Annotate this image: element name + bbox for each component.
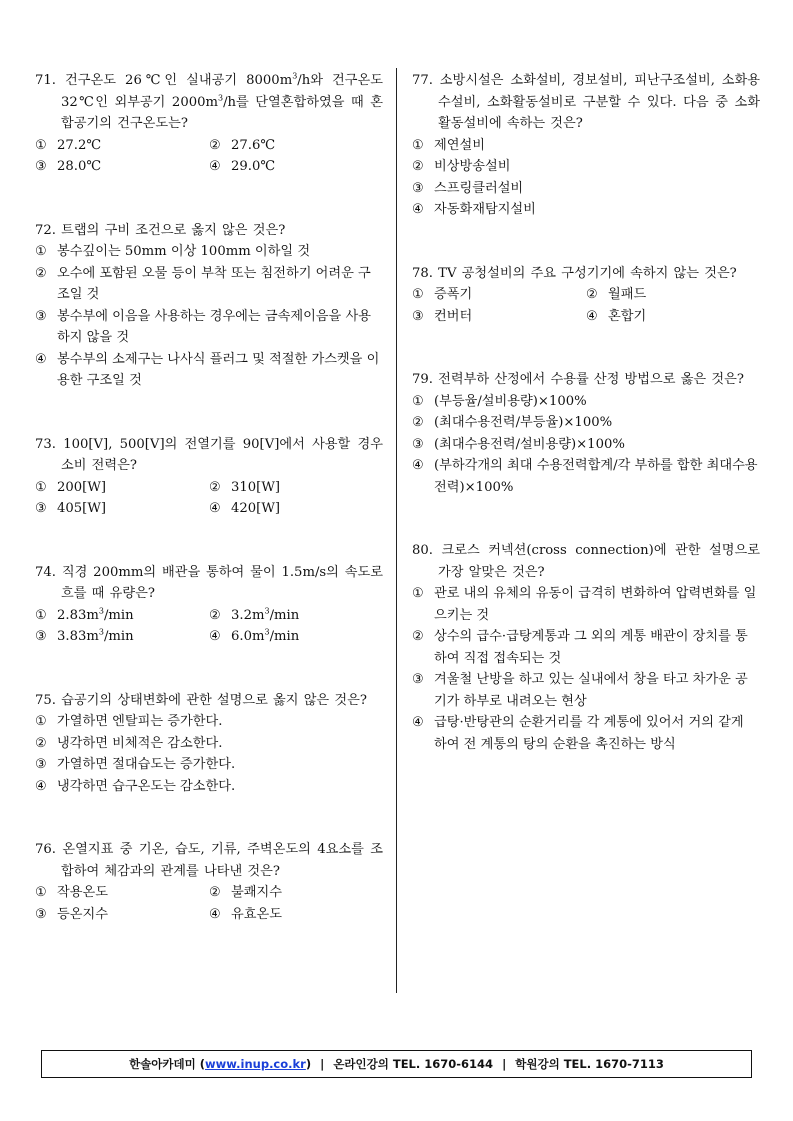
question-text: 78. TV 공청설비의 주요 구성기기에 속하지 않는 것은? bbox=[412, 265, 737, 281]
option-text: 관로 내의 유체의 유동이 급격히 변화하여 압력변화를 일으키는 것 bbox=[434, 586, 757, 623]
option-text: 27.2℃ bbox=[57, 137, 102, 153]
answer-option[interactable] bbox=[35, 626, 209, 648]
option-text: 봉수깊이는 50mm 이상 100mm 이하일 것 bbox=[57, 244, 311, 259]
option-text: 자동화재탐지설비 bbox=[434, 202, 536, 217]
option-text: (부하각개의 최대 수용전력합계/각 부하를 합한 최대수용전력)×100% bbox=[434, 458, 758, 495]
footer-website-link[interactable]: www.inup.co.kr bbox=[205, 1057, 306, 1071]
option-text: 냉각하면 비체적은 감소한다. bbox=[57, 735, 223, 751]
option-text: 월패드 bbox=[608, 287, 647, 302]
option-number: ③ bbox=[35, 501, 47, 516]
option-number: ④ bbox=[412, 202, 424, 217]
option-row bbox=[35, 904, 383, 926]
answer-option[interactable] bbox=[412, 412, 760, 434]
option-number: ① bbox=[412, 393, 424, 409]
answer-option[interactable] bbox=[209, 626, 383, 648]
question-item bbox=[412, 263, 760, 328]
option-number: ③ bbox=[412, 308, 424, 324]
option-text: (최대수용전력/설비용량)×100% bbox=[434, 436, 625, 452]
answer-option[interactable] bbox=[209, 135, 383, 157]
question-item bbox=[35, 220, 383, 392]
question-text: 74. 직경 200mm의 배관을 통하여 물이 1.5m/s의 속도로 흐를 때 유량은? bbox=[35, 564, 383, 601]
option-number: ② bbox=[35, 735, 47, 751]
option-number: ④ bbox=[209, 906, 221, 922]
option-text: 가열하면 절대습도는 증가한다. bbox=[57, 757, 236, 772]
answer-option[interactable] bbox=[412, 306, 586, 328]
answer-option[interactable] bbox=[35, 754, 383, 776]
footer-separator: | bbox=[502, 1057, 507, 1071]
option-text: 봉수부에 이음을 사용하는 경우에는 금속제이음을 사용하지 않을 것 bbox=[57, 308, 371, 345]
option-number: ② bbox=[209, 137, 221, 153]
answer-option[interactable] bbox=[209, 904, 383, 926]
option-number: ① bbox=[35, 607, 47, 623]
option-number: ① bbox=[35, 244, 47, 259]
option-number: ④ bbox=[209, 159, 221, 174]
answer-option[interactable] bbox=[412, 712, 760, 755]
option-text: 오수에 포함된 오물 등이 부착 또는 침전하기 어려운 구조일 것 bbox=[57, 265, 371, 302]
question-gap bbox=[412, 498, 760, 540]
footer-academy-name: 한솔아카데미 ( bbox=[129, 1057, 206, 1071]
option-number: ② bbox=[586, 287, 598, 302]
option-text: 405[W] bbox=[57, 501, 107, 516]
answer-option[interactable] bbox=[412, 391, 760, 413]
option-text: 27.6℃ bbox=[231, 137, 276, 153]
option-row bbox=[35, 156, 383, 178]
option-row bbox=[35, 498, 383, 520]
option-number: ③ bbox=[35, 308, 47, 324]
option-number: ④ bbox=[209, 629, 221, 644]
question-item bbox=[35, 562, 383, 648]
option-number: ① bbox=[35, 137, 47, 153]
option-number: ④ bbox=[209, 501, 221, 516]
option-number: ④ bbox=[586, 308, 598, 324]
option-number: ③ bbox=[412, 672, 424, 687]
option-text: 작용온도 bbox=[57, 885, 108, 900]
option-number: ① bbox=[412, 586, 424, 601]
answer-option[interactable] bbox=[209, 605, 383, 627]
option-number: ① bbox=[35, 714, 47, 729]
option-text: 불쾌지수 bbox=[231, 885, 282, 900]
answer-option[interactable] bbox=[35, 156, 209, 178]
answer-option[interactable] bbox=[35, 882, 209, 904]
question-text: 71. 건구온도 26℃인 실내공기 $8000m^3/h$와 건구온도 32℃인 외부공기 $2000m^3/h$를 단열혼합하였을 때 혼합공기의 건구온도는? bbox=[35, 71, 383, 131]
option-text: 급탕·반탕관의 순환거리를 각 계통에 있어서 거의 같게 하여 전 계통의 탕의 순환을 촉진하는 방식 bbox=[434, 715, 744, 752]
page-footer bbox=[41, 1050, 752, 1078]
answer-option[interactable] bbox=[35, 477, 209, 499]
question-item bbox=[35, 70, 383, 178]
option-row bbox=[412, 306, 760, 328]
option-text: 310[W] bbox=[231, 479, 281, 495]
question-gap bbox=[412, 327, 760, 369]
option-number: ② bbox=[412, 415, 424, 430]
answer-option[interactable] bbox=[412, 583, 760, 626]
answer-option[interactable] bbox=[209, 498, 383, 520]
option-number: ② bbox=[209, 885, 221, 900]
question-gap bbox=[412, 221, 760, 263]
option-text: $6.0m^3/\min$ bbox=[231, 627, 300, 644]
answer-option[interactable] bbox=[412, 434, 760, 456]
answer-option[interactable] bbox=[35, 605, 209, 627]
option-text: 등온지수 bbox=[57, 906, 108, 922]
answer-option[interactable] bbox=[35, 349, 383, 392]
option-number: ② bbox=[35, 265, 47, 281]
question-gap bbox=[35, 392, 383, 434]
option-number: ③ bbox=[35, 757, 47, 772]
answer-option[interactable] bbox=[35, 241, 383, 263]
answer-option[interactable] bbox=[35, 904, 209, 926]
option-text: $3.83m^3/\min$ bbox=[57, 627, 134, 644]
answer-option[interactable] bbox=[209, 882, 383, 904]
option-number: ① bbox=[35, 479, 47, 495]
answer-option[interactable] bbox=[412, 156, 760, 178]
option-number: ④ bbox=[35, 351, 47, 367]
answer-option[interactable] bbox=[35, 135, 209, 157]
option-text: 가열하면 엔탈피는 증가한다. bbox=[57, 714, 223, 729]
answer-option[interactable] bbox=[412, 626, 760, 669]
option-row bbox=[35, 605, 383, 627]
option-number: ② bbox=[209, 607, 221, 623]
option-number: ④ bbox=[412, 458, 424, 473]
question-text: 80. 크로스 커넥션(cross connection)에 관한 설명으로 가장 알맞은 것은? bbox=[412, 543, 760, 580]
question-item bbox=[412, 369, 760, 498]
option-number: ④ bbox=[35, 778, 47, 794]
option-text: 겨울철 난방을 하고 있는 실내에서 창을 타고 차가운 공기가 하부로 내려오는 현상 bbox=[434, 672, 748, 709]
option-text: (최대수용전력/부등율)×100% bbox=[434, 415, 613, 430]
option-number: ② bbox=[412, 159, 424, 174]
answer-option[interactable] bbox=[209, 477, 383, 499]
option-text: 28.0℃ bbox=[57, 159, 102, 174]
option-text: 상수의 급수·급탕계통과 그 외의 계통 배관이 장치를 통하여 직접 접속되는 것 bbox=[434, 629, 748, 666]
question-text: 75. 습공기의 상태변화에 관한 설명으로 옳지 않은 것은? bbox=[35, 692, 367, 708]
left-column bbox=[35, 70, 383, 925]
option-text: (부등율/설비용량)×100% bbox=[434, 393, 587, 409]
question-gap bbox=[35, 797, 383, 839]
footer-classroom-tel: 학원강의 TEL. 1670-7113 bbox=[515, 1057, 664, 1071]
option-number: ① bbox=[412, 137, 424, 153]
option-row bbox=[412, 284, 760, 306]
answer-option[interactable] bbox=[35, 711, 383, 733]
answer-option[interactable] bbox=[412, 178, 760, 200]
option-text: $2.83m^3/\min$ bbox=[57, 606, 134, 623]
option-text: 스프링클러설비 bbox=[434, 180, 524, 196]
footer-academy-close: ) bbox=[305, 1057, 312, 1071]
question-item bbox=[35, 434, 383, 520]
answer-option[interactable] bbox=[35, 733, 383, 755]
question-text: 72. 트랩의 구비 조건으로 옳지 않은 것은? bbox=[35, 222, 286, 238]
column-divider bbox=[396, 68, 397, 993]
question-text: 77. 소방시설은 소화설비, 경보설비, 피난구조설비, 소화용수설비, 소화활동설비로 구분할 수 있다. 다음 중 소화활동설비에 속하는 것은? bbox=[412, 73, 760, 131]
option-number: ③ bbox=[35, 906, 47, 922]
option-number: ④ bbox=[412, 715, 424, 730]
answer-option[interactable] bbox=[412, 669, 760, 712]
question-item bbox=[35, 690, 383, 798]
question-item bbox=[412, 540, 760, 755]
option-text: 냉각하면 습구온도는 감소한다. bbox=[57, 778, 236, 794]
option-text: 혼합기 bbox=[608, 308, 647, 324]
answer-option[interactable] bbox=[35, 263, 383, 306]
option-text: 증폭기 bbox=[434, 287, 473, 302]
option-row bbox=[35, 882, 383, 904]
answer-option[interactable] bbox=[35, 776, 383, 798]
option-text: 유효온도 bbox=[231, 906, 282, 922]
option-row bbox=[35, 477, 383, 499]
footer-separator: | bbox=[320, 1057, 325, 1071]
answer-option[interactable] bbox=[412, 284, 586, 306]
answer-option[interactable] bbox=[586, 306, 760, 328]
footer-online-tel: 온라인강의 TEL. 1670-6144 bbox=[333, 1057, 494, 1071]
option-text: 29.0℃ bbox=[231, 159, 276, 174]
option-number: ③ bbox=[412, 180, 424, 196]
option-text: 비상방송설비 bbox=[434, 159, 511, 174]
question-text: 79. 전력부하 산정에서 수용률 산정 방법으로 옳은 것은? bbox=[412, 372, 744, 387]
option-number: ① bbox=[35, 885, 47, 900]
option-text: $3.2m^3/\min$ bbox=[231, 606, 300, 623]
option-text: 420[W] bbox=[231, 501, 281, 516]
right-column bbox=[412, 70, 760, 755]
option-row bbox=[35, 135, 383, 157]
question-item bbox=[412, 70, 760, 221]
option-text: 봉수부의 소제구는 나사식 플러그 및 적절한 가스켓을 이용한 구조일 것 bbox=[57, 351, 380, 388]
question-text: 76. 온열지표 중 기온, 습도, 기류, 주벽온도의 4요소를 조합하여 체감과의 관계를 나타낸 것은? bbox=[35, 842, 383, 879]
option-text: 200[W] bbox=[57, 479, 107, 495]
answer-option[interactable] bbox=[412, 135, 760, 157]
option-number: ② bbox=[412, 629, 424, 644]
answer-option[interactable] bbox=[412, 199, 760, 221]
option-number: ② bbox=[209, 479, 221, 495]
option-number: ① bbox=[412, 287, 424, 302]
answer-option[interactable] bbox=[586, 284, 760, 306]
option-row bbox=[35, 626, 383, 648]
option-text: 제연설비 bbox=[434, 137, 485, 153]
question-gap bbox=[35, 520, 383, 562]
question-item bbox=[35, 839, 383, 925]
option-text: 컨버터 bbox=[434, 308, 473, 324]
answer-option[interactable] bbox=[412, 455, 760, 498]
answer-option[interactable] bbox=[209, 156, 383, 178]
option-number: ③ bbox=[35, 159, 47, 174]
answer-option[interactable] bbox=[35, 306, 383, 349]
question-gap bbox=[35, 178, 383, 220]
option-number: ③ bbox=[35, 629, 47, 644]
option-number: ③ bbox=[412, 436, 424, 452]
answer-option[interactable] bbox=[35, 498, 209, 520]
question-gap bbox=[35, 648, 383, 690]
question-text: 73. 100[V], 500[V]의 전열기를 90[V]에서 사용할 경우 소비 전력은? bbox=[35, 436, 383, 473]
